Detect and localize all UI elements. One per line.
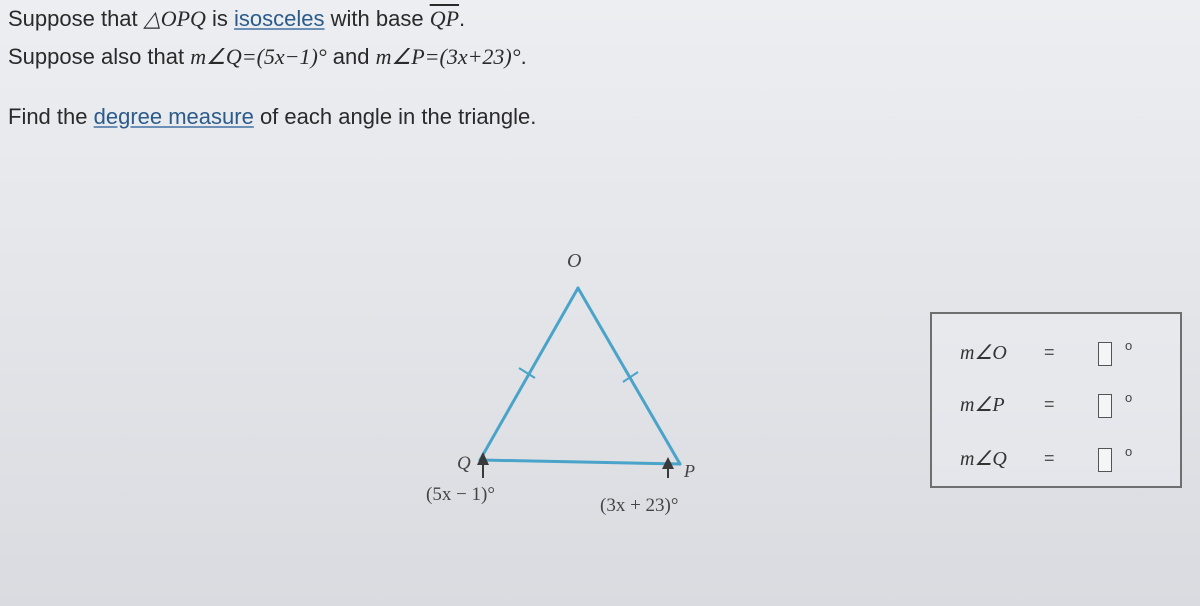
- angle-p-input[interactable]: [1098, 394, 1112, 418]
- vertex-q-label: Q: [457, 453, 471, 474]
- line2-prefix: Suppose also that: [8, 44, 191, 69]
- line1-end: .: [459, 6, 466, 31]
- line1-middle: is: [205, 6, 235, 31]
- line2-end: .: [520, 44, 527, 69]
- answer-panel: [930, 312, 1182, 488]
- vertex-p-label: P: [684, 461, 695, 481]
- line3-prefix: Find the: [8, 104, 94, 129]
- angle-q-input[interactable]: [1098, 448, 1112, 472]
- degree-symbol: o: [1125, 390, 1133, 405]
- line2-middle: and: [326, 44, 376, 69]
- degree-symbol: o: [1125, 444, 1133, 459]
- base-segment: $\overline{QP}$: [429, 6, 460, 31]
- side-qp: [480, 460, 680, 464]
- angle-p-label-answer: m∠P: [960, 394, 1005, 416]
- angle-q-label: (5x − 1)°: [426, 484, 495, 505]
- degree-symbol: o: [1125, 338, 1133, 353]
- angle-q-expression: m∠Q=(5x−1)°: [190, 44, 327, 69]
- equals-sign: =: [1044, 342, 1055, 362]
- line1-suffix: with base: [324, 6, 430, 31]
- equals-sign: =: [1044, 394, 1055, 414]
- angle-o-label: m∠O: [960, 342, 1007, 364]
- vertex-o-label: O: [567, 250, 582, 272]
- line3-suffix: of each angle in the triangle.: [253, 104, 537, 129]
- answer-row-angle-o: [932, 332, 1180, 372]
- angle-p-expression: m∠P=(3x+23)°: [375, 44, 521, 69]
- side-op: [578, 288, 680, 464]
- angle-q-arrow-head: [477, 452, 489, 465]
- answer-row-angle-p: [932, 384, 1180, 424]
- isosceles-link[interactable]: isosceles: [234, 6, 325, 31]
- angle-q-label-answer: m∠Q: [960, 448, 1007, 470]
- degree-measure-link[interactable]: degree measure: [93, 104, 254, 129]
- answer-row-angle-q: [932, 438, 1180, 478]
- line1-prefix: Suppose that: [8, 6, 144, 31]
- equals-sign: =: [1044, 448, 1055, 468]
- angle-p-label: (3x + 23)°: [600, 495, 679, 516]
- angle-o-input[interactable]: [1098, 342, 1112, 366]
- triangle-name: △OPQ: [143, 6, 206, 31]
